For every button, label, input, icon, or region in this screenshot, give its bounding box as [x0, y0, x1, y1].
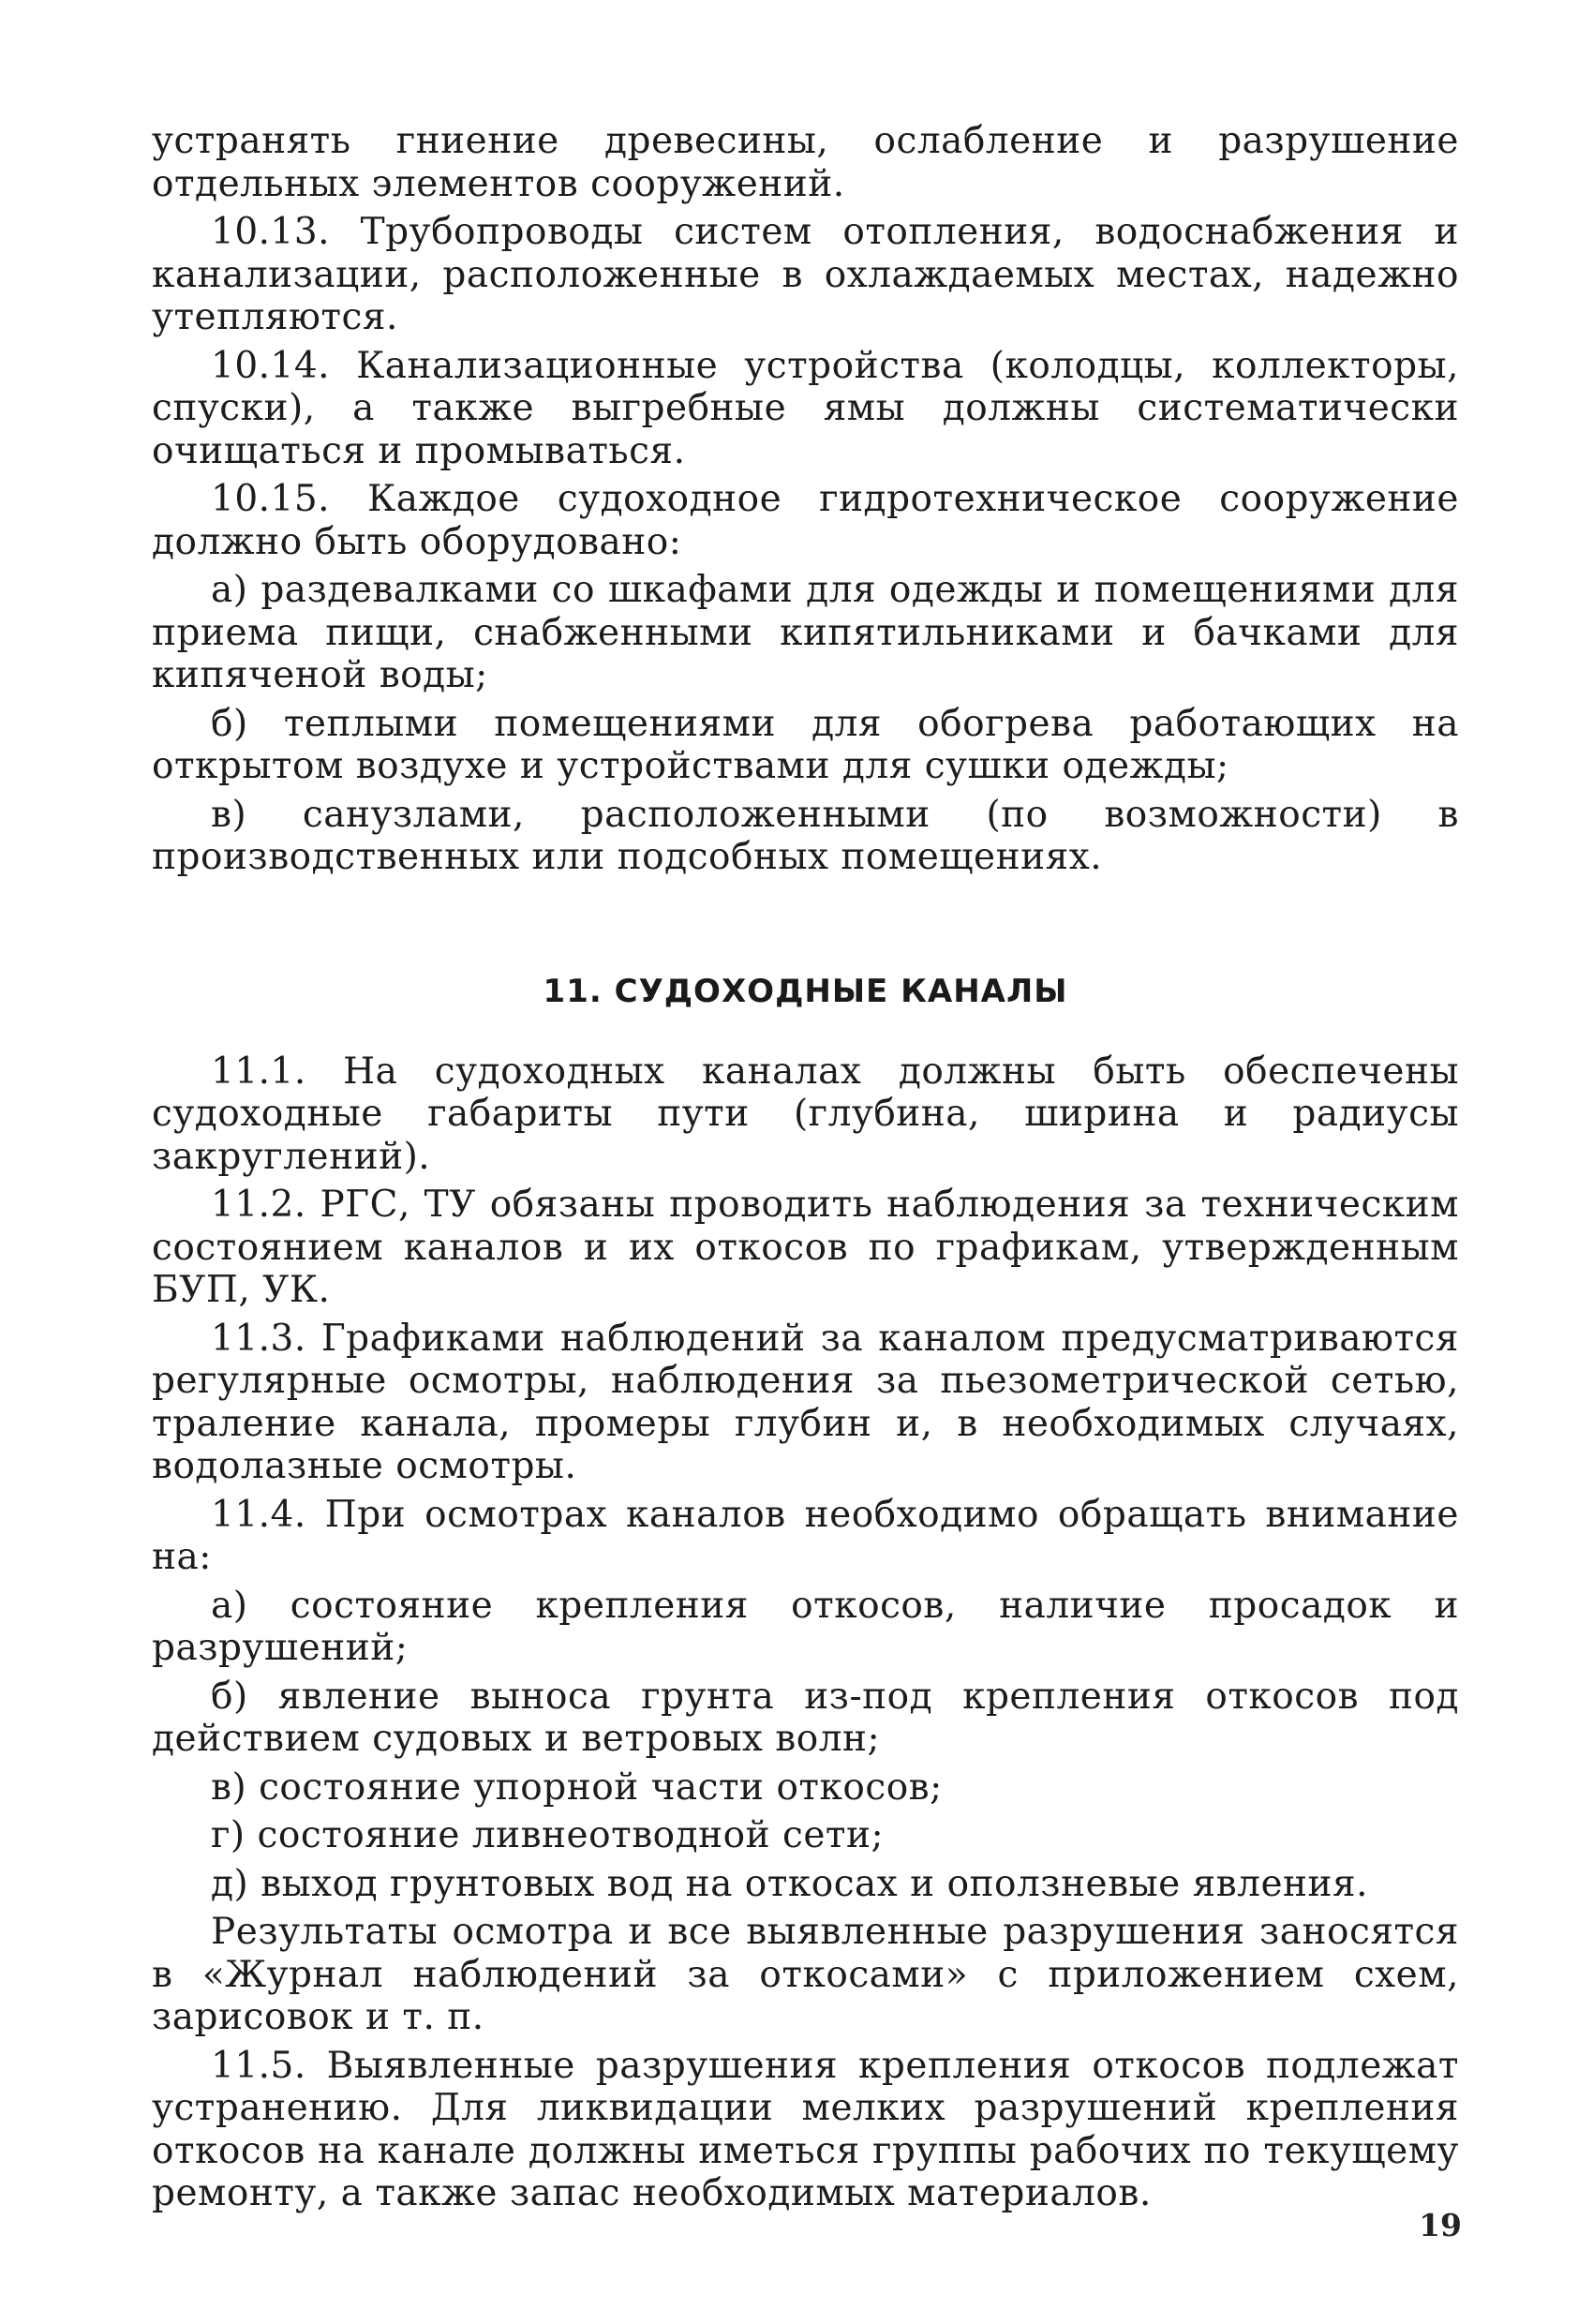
clause-10-13: 10.13. Трубопроводы систем отопления, водоснабжения и канализации, расположенные в охлаждаемых местах, надежно утепляются. — [152, 211, 1459, 338]
clause-11-4-item-a: а) состояние крепления откосов, наличие просадок и разрушений; — [152, 1584, 1459, 1669]
clause-10-15-item-b: б) теплыми помещениями для обогрева работающих на открытом воздухе и устройствами для сушки одежды; — [152, 702, 1459, 787]
clause-10-15: 10.15. Каждое судоходное гидротехническое сооружение должно быть оборудовано: — [152, 478, 1459, 563]
clause-10-15-item-a: а) раздевалками со шкафами для одежды и помещениями для приема пищи, снабженными кипятильниками и бачками для кипяченой воды; — [152, 569, 1459, 696]
clause-11-4: 11.4. При осмотрах каналов необходимо обращать внимание на: — [152, 1493, 1459, 1578]
clause-10-15-item-v: в) санузлами, расположенными (по возможности) в производственных или подсобных помещениях. — [152, 793, 1459, 878]
clause-11-4-item-b: б) явление выноса грунта из-под крепления откосов под действием судовых и ветровых волн; — [152, 1675, 1459, 1760]
paragraph-continuation: устранять гниение древесины, ослабление и разрушение отдельных элементов сооружений. — [152, 120, 1459, 205]
clause-11-4-item-g: г) состояние ливнеотводной сети; — [211, 1814, 885, 1856]
clause-11-4-item-d: д) выход грунтовых вод на откосах и оползневые явления. — [211, 1862, 1369, 1905]
inspection-results-paragraph: Результаты осмотра и все выявленные разрушения заносятся в «Журнал наблюдений за откосами» с приложением схем, зарисовок и т. п. — [152, 1911, 1459, 2038]
clause-10-14: 10.14. Канализационные устройства (колодцы, коллекторы, спуски), а также выгребные ямы должны систематически очищаться и промываться. — [152, 344, 1459, 472]
section-heading: 11. СУДОХОДНЫЕ КАНАЛЫ — [543, 972, 1068, 1010]
clause-11-2: 11.2. РГС, ТУ обязаны проводить наблюдения за техническим состоянием каналов и их откосов по графикам, утвержденным БУП, УК. — [152, 1184, 1459, 1311]
clause-11-1: 11.1. На судоходных каналах должны быть обеспечены судоходные габариты пути (глубина, ширина и радиусы закруглений). — [152, 1050, 1459, 1178]
clause-11-5: 11.5. Выявленные разрушения крепления откосов подлежат устранению. Для ликвидации мелких разрушений крепления откосов на канале должны иметься группы рабочих по текущему ремонту, а также запас необходимых материалов. — [152, 2044, 1459, 2214]
clause-11-4-item-v: в) состояние упорной части откосов; — [211, 1765, 943, 1809]
clause-11-3: 11.3. Графиками наблюдений за каналом предусматриваются регулярные осмотры, наблюдения за пьезометрической сетью, траление канала, промеры глубин и, в необходимых случаях, водолазные осмотры. — [152, 1317, 1459, 1487]
document-page — [152, 120, 1459, 2228]
page-number: 19 — [1419, 2207, 1462, 2243]
section-spacer — [152, 879, 1459, 973]
